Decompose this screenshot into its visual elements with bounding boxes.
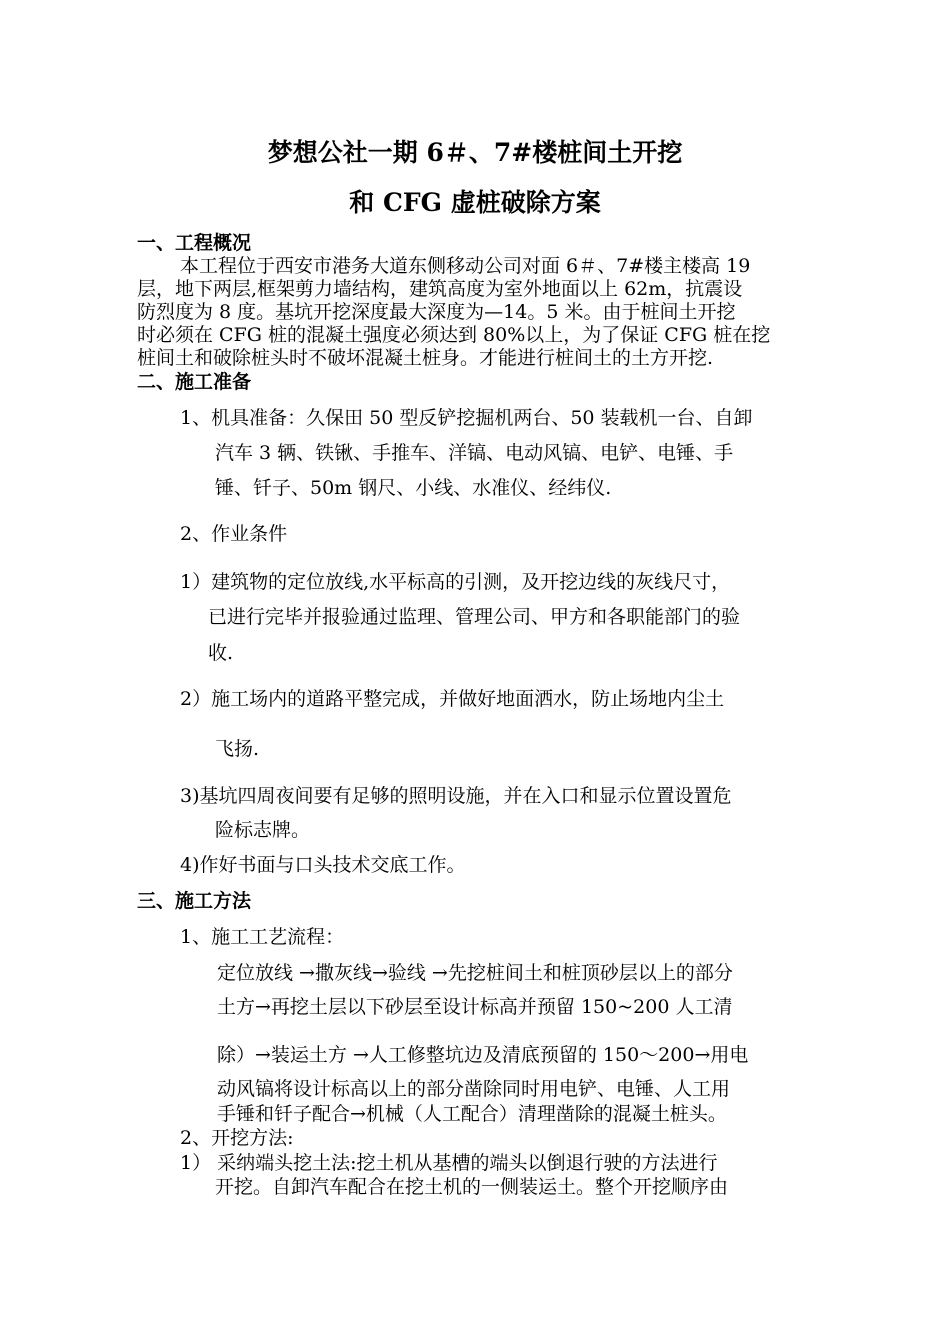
machinery-line: 汽车 3 辆、铁锹、手推车、洋镐、电动风镐、电铲、电锤、手 [215, 442, 734, 464]
flow-line: 定位放线 →撒灰线→验线 →先挖桩间土和桩顶砂层以上的部分 [217, 962, 733, 984]
document-title-line-2: 和 CFG 虚桩破除方案 [349, 188, 601, 217]
condition-item-3: 险标志牌。 [215, 819, 311, 841]
method-title: 2、开挖方法: [180, 1127, 294, 1149]
condition-item-1: 收. [208, 642, 234, 664]
overview-line: 防烈度为 8 度。基坑开挖深度最大深度为—14。5 米。由于桩间土开挖 [137, 301, 736, 323]
conditions-title: 2、作业条件 [180, 523, 288, 545]
machinery-line: 1、机具准备：久保田 50 型反铲挖掘机两台、50 装载机一台、自卸 [180, 407, 753, 429]
section-heading-method: 三、施工方法 [137, 890, 252, 912]
overview-line: 层，地下两层,框架剪力墙结构，建筑高度为室外地面以上 62m，抗震设 [137, 278, 743, 300]
condition-item-1: 已进行完毕并报验通过监理、管理公司、甲方和各职能部门的验 [208, 606, 741, 628]
flow-line: 土方→再挖土层以下砂层至设计标高并预留 150~200 人工清 [217, 996, 733, 1018]
section-heading-overview: 一、工程概况 [137, 232, 252, 254]
condition-item-4: 4)作好书面与口头技术交底工作。 [180, 854, 466, 876]
method-line: 1） 采纳端头挖土法:挖土机从基槽的端头以倒退行驶的方法进行 [180, 1152, 718, 1174]
flow-title: 1、施工工艺流程： [180, 926, 345, 948]
method-line: 开挖。自卸汽车配合在挖土机的一侧装运土。整个开挖顺序由 [215, 1176, 729, 1198]
overview-line: 本工程位于西安市港务大道东侧移动公司对面 6＃、7#楼主楼高 19 [180, 255, 751, 277]
overview-line: 桩间土和破除桩头时不破坏混凝土桩身。才能进行桩间土的土方开挖. [137, 347, 714, 369]
condition-item-1: 1）建筑物的定位放线,水平标高的引测，及开挖边线的灰线尺寸， [180, 571, 731, 593]
flow-line: 手锤和钎子配合→机械（人工配合）清理凿除的混凝土桩头。 [217, 1103, 727, 1125]
document-title-line-1: 梦想公社一期 6＃、7#楼桩间土开挖 [267, 138, 683, 167]
condition-item-2: 飞扬. [215, 738, 260, 760]
flow-line: 除）→装运土方 →人工修整坑边及清底预留的 150～200→用电 [217, 1044, 749, 1066]
machinery-line: 锤、钎子、50m 钢尺、小线、水准仪、经纬仪. [215, 477, 612, 499]
overview-line: 时必须在 CFG 桩的混凝土强度必须达到 80%以上，为了保证 CFG 桩在挖 [137, 324, 771, 346]
condition-item-3: 3)基坑四周夜间要有足够的照明设施，并在入口和显示位置设置危 [180, 785, 732, 807]
flow-line: 动风镐将设计标高以上的部分凿除同时用电铲、电锤、人工用 [217, 1078, 731, 1100]
condition-item-2: 2）施工场内的道路平整完成，并做好地面洒水，防止场地内尘土 [180, 688, 725, 710]
section-heading-preparation: 二、施工准备 [137, 371, 252, 393]
